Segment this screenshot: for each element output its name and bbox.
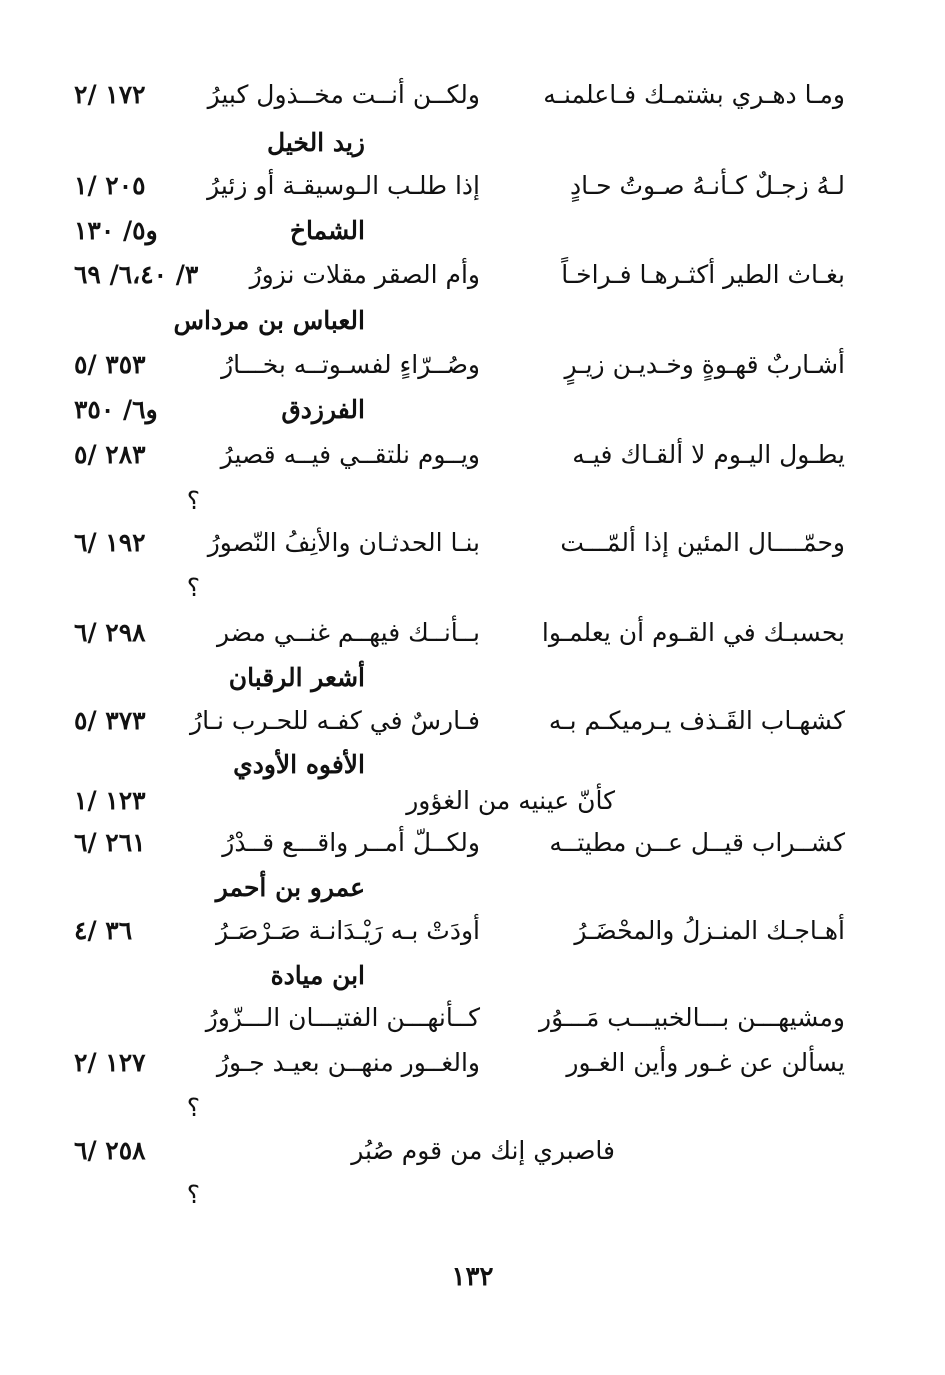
verse-reference: ٣٧٣ /٥ [74, 706, 146, 735]
verse-line [0, 520, 945, 566]
verse-line [0, 432, 945, 478]
poet-name: ابن ميادة [270, 961, 365, 990]
verse-reference: ٢٨٣ /٥ [74, 440, 146, 469]
verse-line [0, 163, 945, 209]
verse-reference: ٣٥٣ /٥ [74, 350, 146, 379]
verse-first-hemistich: ومشيهـــن بـــالخبيـــب مَـــوُر [539, 1003, 845, 1032]
verse-line [0, 610, 945, 656]
verse-line [0, 778, 945, 824]
poet-heading-line [0, 953, 945, 999]
verse-second-hemistich: ولكــن أنــت مخــذول كبيرُ [207, 80, 480, 109]
verse-reference: ٣٦ /٤ [74, 916, 133, 945]
verse-line [0, 72, 945, 118]
verse-reference: ١٧٢ /٢ [74, 80, 146, 109]
verse-line [0, 820, 945, 866]
verse-second-hemistich: والغــور منهــن بعيـد جـورُ [216, 1048, 480, 1077]
verse-first-hemistich: بغـاث الطير أكثـرهـا فـراخـاً [561, 260, 845, 289]
verse-second-hemistich: ولكــلّ أمــر واقـــع قــدْرُ [222, 828, 480, 857]
verse-first-hemistich: يسألن عن غـور وأين الغـور [566, 1048, 845, 1077]
verse-reference: ٢٥٨ /٦ [74, 1136, 146, 1165]
verse-reference: ٢٠٥ /١ [74, 171, 146, 200]
unknown-poet-mark: ؟ [186, 573, 200, 602]
verse-reference: ٢٩٨ /٦ [74, 618, 146, 647]
poet-name: أشعر الرقبان [228, 663, 365, 692]
poet-heading-line [0, 655, 945, 701]
verse-first-hemistich: يطـول اليـوم لا ألقـاك فيـه [572, 440, 845, 469]
verse-second-hemistich: إذا طلـب الـوسيقـة أو زئيرُ [207, 171, 480, 200]
verse-second-hemistich: بنـا الحدثـان والأنِفُ النّصورُ [207, 528, 480, 557]
verse-first-hemistich: كشــراب قيــل عــن مطيتــه [549, 828, 845, 857]
unknown-poet-mark: ؟ [186, 486, 200, 515]
unknown-poet-mark: ؟ [186, 1180, 200, 1209]
verse-first-hemistich: وحمّــــال المئين إذا ألمّـــت [560, 528, 845, 557]
poet-heading-line [0, 208, 945, 254]
poet-reference: و٥/ ١٣٠ [74, 216, 158, 245]
page-number: ١٣٢ [451, 1262, 494, 1292]
verse-single-hemistich: كأنّ عينيه من الغؤور [406, 786, 615, 815]
poet-name: زيد الخيل [266, 128, 365, 157]
verse-first-hemistich: ومـا دهـري بشتمـك فـاعلمنـه [543, 80, 845, 109]
verse-second-hemistich: وأم الصقر مقلات نزورُ [249, 260, 480, 289]
verse-reference: ٣/ ٦،٤٠/ ٦٩ [74, 260, 199, 289]
poet-name: عمرو بن أحمر [215, 873, 365, 902]
verse-second-hemistich: ويــوم نلتقــي فيــه قصيرُ [220, 440, 480, 469]
poet-name: الأفوه الأودي [233, 750, 365, 779]
verse-second-hemistich: وصُــرّاءٍ لفسـوتــه بخـــارُ [221, 350, 480, 379]
poet-heading-line [0, 865, 945, 911]
verse-second-hemistich: بــأنــك فيهــم غنــي مضر [216, 618, 480, 647]
unknown-poet-line [0, 1085, 945, 1131]
poet-name: الفرزدق [281, 395, 365, 424]
verse-line [0, 698, 945, 744]
poet-name: الشماخ [289, 216, 365, 245]
verse-line [0, 342, 945, 388]
verse-second-hemistich: فـارسٌ في كفـه للحـرب نـارُ [190, 706, 480, 735]
verse-line [0, 908, 945, 954]
verse-first-hemistich: أهـاجـك المنـزلُ والمحْضَـرُ [574, 916, 845, 945]
verse-line [0, 252, 945, 298]
unknown-poet-mark: ؟ [186, 1093, 200, 1122]
poet-name: العباس بن مرداس [173, 306, 365, 335]
verse-line [0, 1128, 945, 1174]
verse-line [0, 995, 945, 1041]
verse-first-hemistich: كشهـاب القَـذف يـرميكـم بـه [548, 706, 845, 735]
verse-single-hemistich: فاصبري إنك من قوم صُبُر [351, 1136, 615, 1165]
poet-reference: و٦/ ٣٥٠ [74, 395, 158, 424]
unknown-poet-line [0, 565, 945, 611]
unknown-poet-line [0, 478, 945, 524]
verse-first-hemistich: بحسبـك في القـوم أن يعلمـوا [541, 618, 845, 647]
verse-reference: ١٢٧ /٢ [74, 1048, 146, 1077]
poet-heading-line [0, 387, 945, 433]
verse-second-hemistich: أودَتْ بـه رَيْـدَانـة صَـرْصَـرُ [215, 916, 480, 945]
poet-heading-line [0, 120, 945, 166]
verse-reference: ١٩٢ /٦ [74, 528, 146, 557]
verse-first-hemistich: أشـاربٌ قهـوةٍ وخـديـن زيـرٍ [564, 350, 845, 379]
verse-reference: ١٢٣ /١ [74, 786, 146, 815]
verse-second-hemistich: كــأنهـــن الفتيـــان الـــزّورُ [205, 1003, 480, 1032]
verse-reference: ٢٦١ /٦ [74, 828, 146, 857]
verse-first-hemistich: لـهُ زجـلٌ كـأنـهُ صـوتُ حـادٍ [570, 171, 845, 200]
poet-heading-line [0, 298, 945, 344]
unknown-poet-line [0, 1172, 945, 1218]
verse-line [0, 1040, 945, 1086]
